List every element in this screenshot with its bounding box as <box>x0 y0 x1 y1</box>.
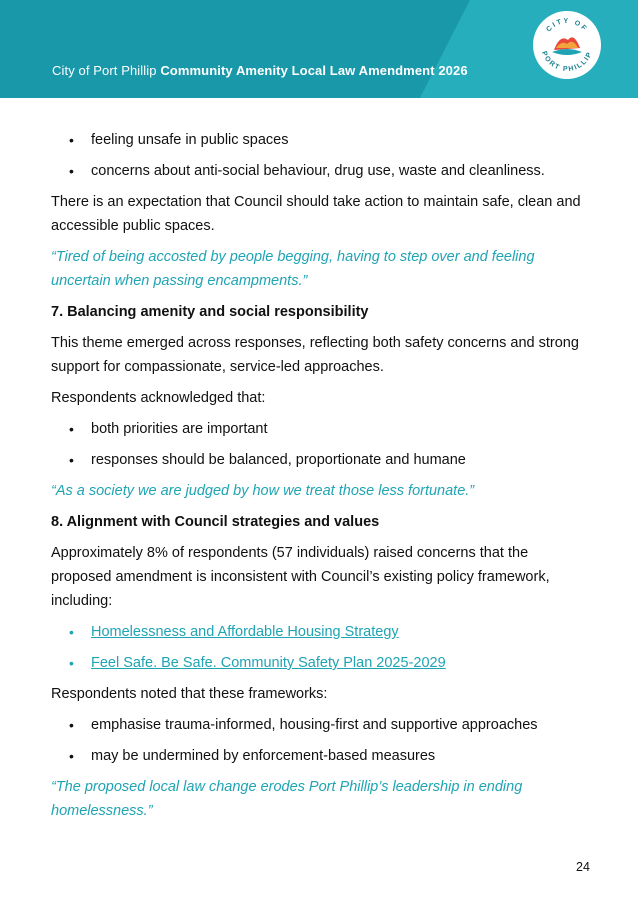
page-body <box>51 128 591 830</box>
section7-heading: 7. Balancing amenity and social responsibility <box>51 304 369 320</box>
intro-quote: “Tired of being accosted by people begging, having to step over and feeling uncertain when passing encampments.” <box>51 249 535 289</box>
section8-lead: Respondents noted that these frameworks: <box>51 686 328 702</box>
list-item <box>51 128 591 152</box>
bullet-icon: • <box>69 624 74 640</box>
document-title <box>52 63 468 78</box>
bullet-icon: • <box>69 655 74 671</box>
list-item-text: emphasise trauma-informed, housing-first and supportive approaches <box>91 717 538 733</box>
bullet-icon: • <box>69 163 74 179</box>
list-item <box>51 744 591 768</box>
list-item <box>51 620 591 644</box>
list-item <box>51 651 591 675</box>
list-item-text: both priorities are important <box>91 421 268 437</box>
svg-text:PORT PHILLIP: PORT PHILLIP <box>540 50 594 74</box>
page-number: 24 <box>576 860 590 874</box>
section8-quote: “The proposed local law change erodes Port Phillip’s leadership in ending homelessness.” <box>51 779 523 819</box>
list-item <box>51 159 591 183</box>
list-item-text: feeling unsafe in public spaces <box>91 132 289 148</box>
list-item-text: may be undermined by enforcement-based measures <box>91 748 436 764</box>
intro-bullet-list <box>51 128 591 183</box>
city-logo <box>532 10 602 80</box>
page-header <box>0 0 638 98</box>
list-item <box>51 448 591 472</box>
intro-paragraph: There is an expectation that Council should take action to maintain safe, clean and accessible public spaces. <box>51 194 581 234</box>
list-item-text: responses should be balanced, proportionate and humane <box>91 452 466 468</box>
section8-paragraph: Approximately 8% of respondents (57 individuals) raised concerns that the proposed amendment is inconsistent with Council’s existing policy framework, including: <box>51 545 550 609</box>
section7-paragraph: This theme emerged across responses, reflecting both safety concerns and strong support for compassionate, service-led approaches. <box>51 335 579 375</box>
list-item <box>51 713 591 737</box>
section7-quote: “As a society we are judged by how we treat those less fortunate.” <box>51 483 475 499</box>
section7-lead: Respondents acknowledged that: <box>51 390 266 406</box>
bullet-icon: • <box>69 717 74 733</box>
community-safety-plan-link[interactable]: Feel Safe. Be Safe. Community Safety Plan 2025-2029 <box>91 655 446 671</box>
bullet-icon: • <box>69 132 74 148</box>
svg-text:CITY OF: CITY OF <box>545 17 589 34</box>
section8-bullet-list <box>51 713 591 768</box>
bullet-icon: • <box>69 748 74 764</box>
bullet-icon: • <box>69 421 74 437</box>
list-item <box>51 417 591 441</box>
title-document: Community Amenity Local Law Amendment 2026 <box>160 63 468 78</box>
section8-heading: 8. Alignment with Council strategies and values <box>51 514 380 530</box>
section8-link-list <box>51 620 591 675</box>
housing-strategy-link[interactable]: Homelessness and Affordable Housing Strategy <box>91 624 399 640</box>
bullet-icon: • <box>69 452 74 468</box>
section7-bullet-list <box>51 417 591 472</box>
list-item-text: concerns about anti-social behaviour, drug use, waste and cleanliness. <box>91 163 545 179</box>
title-org: City of Port Phillip <box>52 63 161 78</box>
